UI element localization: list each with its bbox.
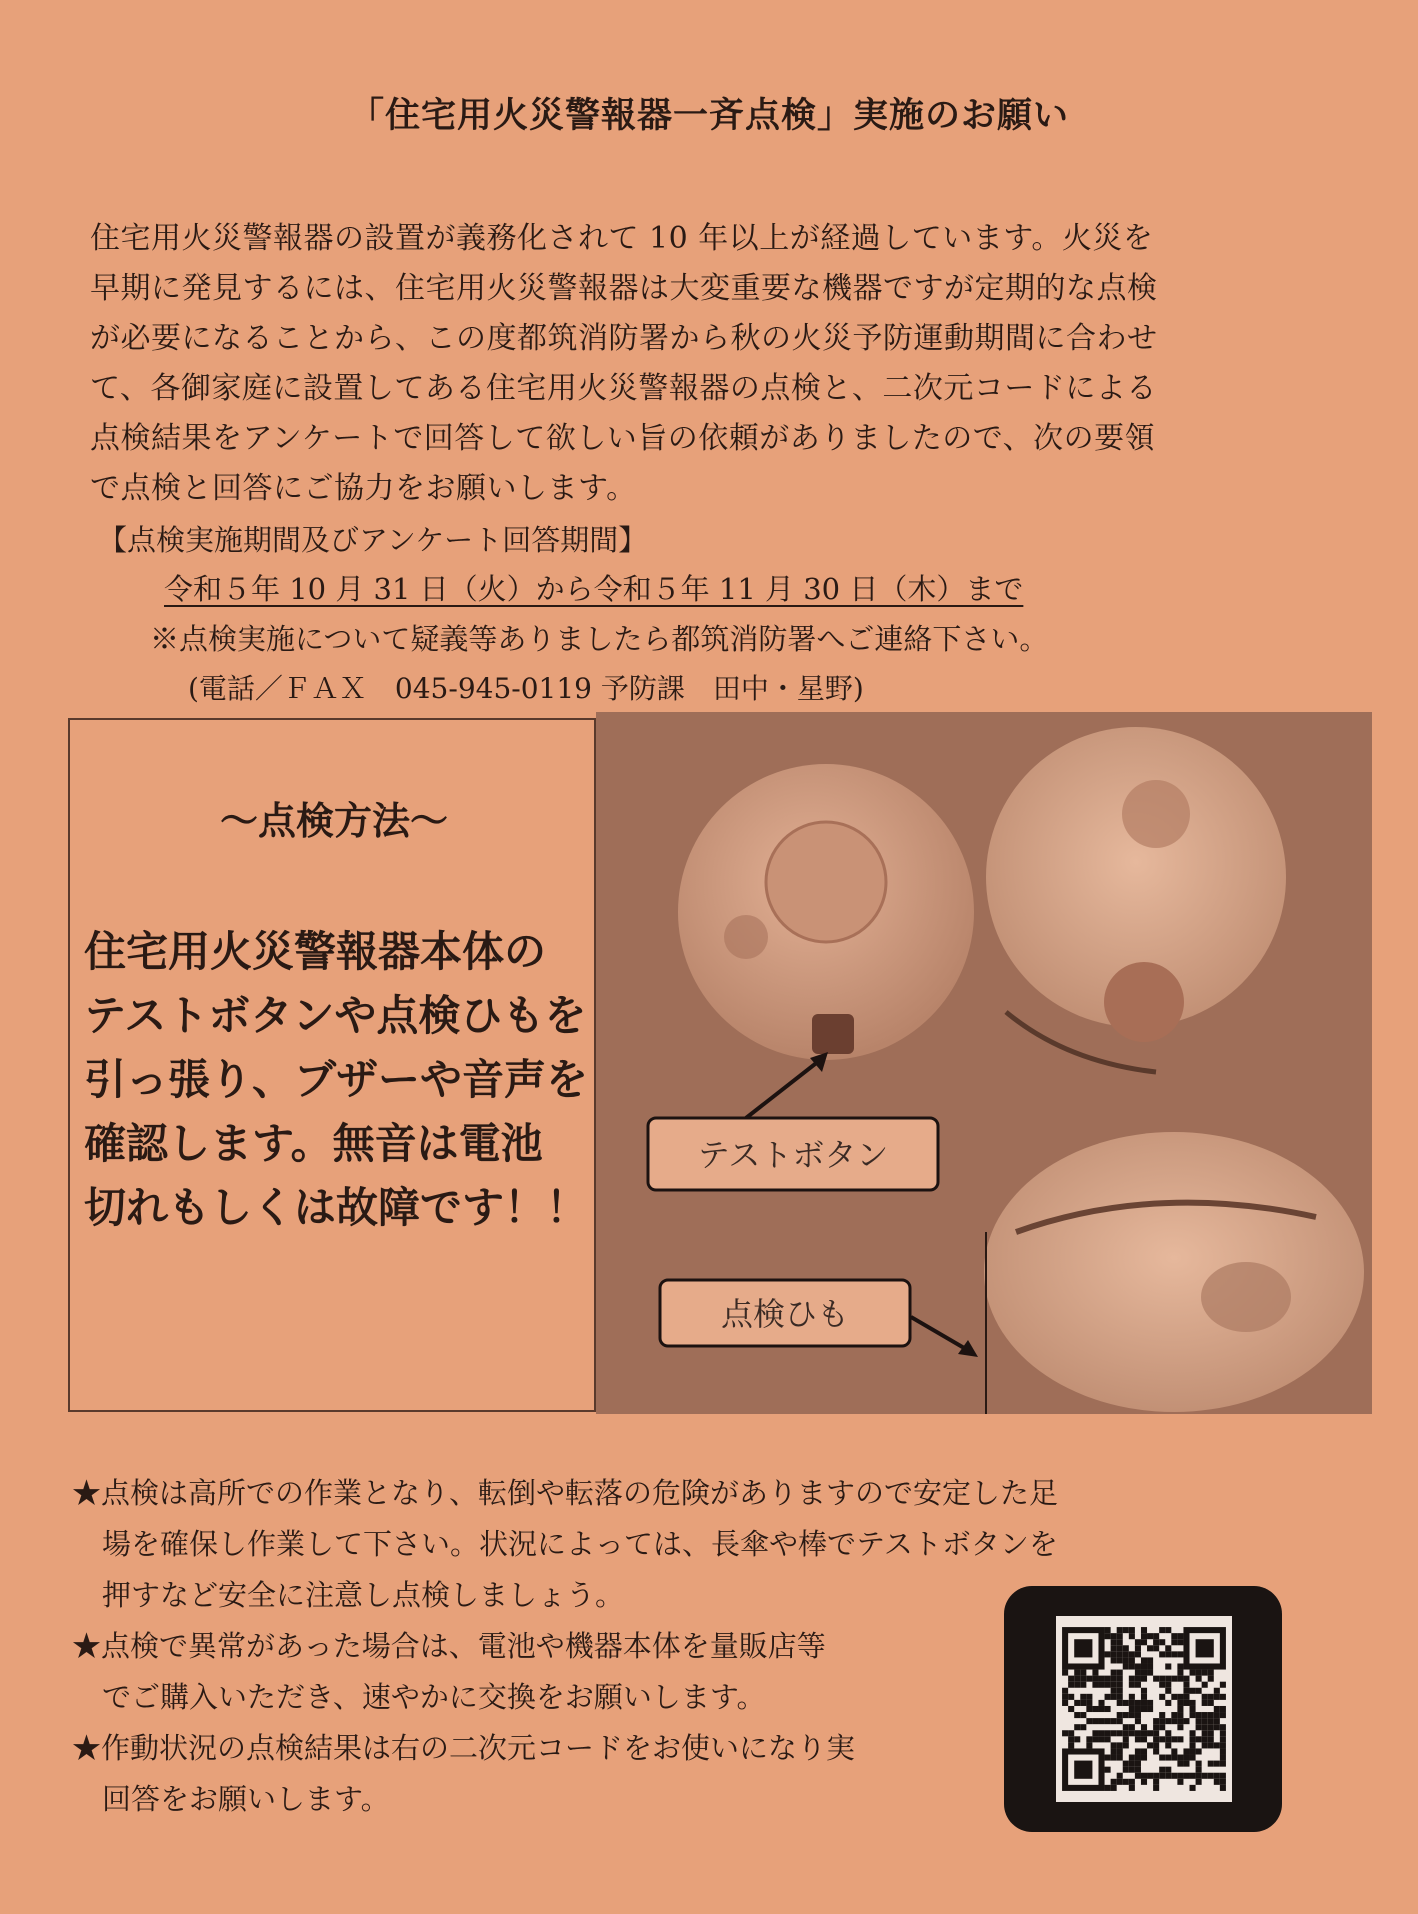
notes (72, 1468, 1072, 1825)
method-line: 確認します。無音は電池 (84, 1119, 543, 1168)
note-line: 押すなど安全に注意し点検しましょう。 (102, 1578, 625, 1612)
intro-line: で点検と回答にご協力をお願いします。 (90, 471, 637, 506)
intro-paragraph (90, 214, 1250, 514)
test-button (812, 1014, 854, 1054)
period-dates: 令和５年 10 月 31 日（火）から令和５年 11 月 30 日（木）まで (164, 572, 1024, 606)
intro-line: が必要になることから、この度都筑消防署から秋の火災予防運動期間に合わせ (90, 321, 1158, 356)
label-test-button-text: テストボタン (697, 1136, 889, 1174)
page-title: 「住宅用火災警報器一斉点検」実施のお願い (348, 96, 1069, 136)
label-test-button (648, 1118, 938, 1190)
label-cord (660, 1280, 910, 1346)
intro-line: て、各御家庭に設置してある住宅用火災警報器の点検と、二次元コードによる (90, 371, 1157, 406)
method-body (84, 920, 589, 1240)
label-cord-text: 点検ひも (720, 1295, 850, 1333)
method-line: テストボタンや点検ひもを (84, 991, 587, 1040)
detector-front-view (678, 764, 974, 1060)
qr-code-icon[interactable] (1056, 1616, 1232, 1802)
note-line: 場を確保し作業して下さい。状況によっては、長傘や棒でテストボタンを (102, 1527, 1058, 1561)
intro-line: 早期に発見するには、住宅用火災警報器は大変重要な機器ですが定期的な点検 (90, 271, 1158, 306)
contact-info: (電話／ＦＡＸ 045-945-0119 予防課 田中・星野) (188, 672, 864, 705)
method-line: 住宅用火災警報器本体の (84, 927, 547, 976)
method-line: 引っ張り、ブザーや音声を (84, 1055, 589, 1104)
note-line: ★作動状況の点検結果は右の二次元コードをお使いになり実 (72, 1731, 856, 1765)
period-heading: 【点検実施期間及びアンケート回答期間】 (98, 523, 648, 557)
method-title: ～点検方法～ (219, 799, 448, 843)
period-note: ※点検実施について疑義等ありましたら都筑消防署へご連絡下さい。 (150, 622, 1049, 656)
intro-line: 点検結果をアンケートで回答して欲しい旨の依頼がありましたので、次の要領 (90, 421, 1156, 456)
method-line: 切れもしくは故障です！！ (84, 1183, 589, 1232)
method-box (68, 718, 596, 1412)
smoke-detector-photo (596, 712, 1372, 1414)
note-line: 回答をお願いします。 (102, 1782, 390, 1816)
intro-line: 住宅用火災警報器の設置が義務化されて 10 年以上が経過しています。火災を (90, 221, 1154, 256)
note-line: でご購入いただき、速やかに交換をお願いします。 (102, 1680, 766, 1714)
note-line: ★点検で異常があった場合は、電池や機器本体を量販店等 (72, 1629, 826, 1663)
qr-code-frame (1004, 1586, 1282, 1832)
note-line: ★点検は高所での作業となり、転倒や転落の危険がありますので安定した足 (72, 1476, 1059, 1510)
